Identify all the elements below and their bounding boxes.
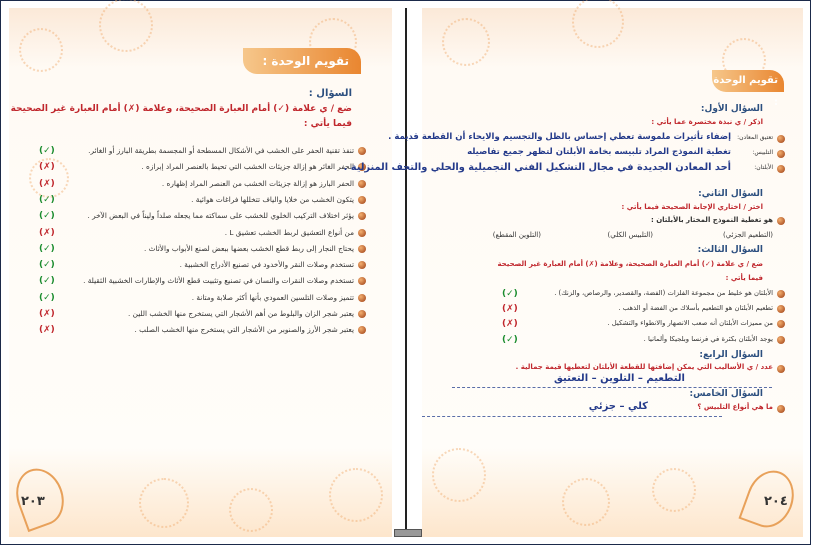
bullet-icon (777, 365, 785, 373)
q3-instruction-line-2: فيما يأتي : (725, 274, 763, 282)
term-label: تعتيق المعادن: (737, 134, 773, 141)
statement-text: الحفر البارز هو إزالة جزيئات الخشب من العنصر المراد إظهاره . (161, 178, 354, 188)
cross-mark: (✗) (39, 162, 55, 173)
statement-text: تستخدم وصلات النقر والأخدود في تصنيع الأدراج الخشبية . (179, 260, 354, 270)
q5-answer: كلي – جزئي (588, 401, 648, 412)
q2-question: هو تغطية النموذج المختار بالأبلتان : (650, 216, 773, 224)
bullet-icon (777, 165, 785, 173)
bullet-icon (358, 245, 366, 253)
statement-text: تستخدم وصلات النقرات والنسان في تصنيع وتثبيت قطع الأثاث والإطارات الخشبية الثقيلة . (83, 276, 354, 286)
statement-text: تنفذ تقنية الحفر على الخشب في الأشكال المسطحة أو المجسمة بطريقة البارز أو الغائر. (88, 146, 354, 155)
bullet-icon (358, 180, 366, 188)
cross-mark: (✗) (502, 319, 518, 330)
bullet-icon (358, 212, 366, 220)
q5-title: السؤال الخامس: (689, 389, 763, 399)
statement-text: من أنواع التعشيق لربط الخشب تعشيق L . (224, 227, 354, 237)
check-mark: (✓) (502, 334, 518, 345)
check-mark: (✓) (39, 276, 55, 287)
term-answer: تغطية النموذج المراد تلبيسه بخامة الأبلتان لتظهر جميع تفاصيله (467, 147, 731, 157)
cross-mark: (✗) (39, 309, 55, 319)
statement-text: من مميزات الأبلتان أنه صعب الانصهار والانطواء والتشكيل . (607, 319, 773, 328)
statement-text: يوجد الأبلتان بكثرة في فرنسا وبلجيكا وألمانيا . (643, 334, 773, 343)
right-page (343, 8, 803, 537)
bullet-icon (358, 326, 366, 334)
cross-mark: (✗) (39, 325, 55, 336)
q2-option: (التطعيم الجزئي) (722, 231, 773, 239)
page-number: ٢٠٣ (21, 494, 45, 509)
statement-text: تطعيم الأبلتان هو التطعيم بأسلاك من الفضة أو الذهب . (618, 304, 773, 313)
bullet-icon (358, 261, 366, 269)
q1-instruction: اذكر / ي نبذة مختصرة عما يأتي : (651, 118, 763, 126)
cross-mark: (✗) (39, 178, 55, 189)
check-mark: (✓) (39, 194, 55, 205)
check-mark: (✓) (39, 146, 55, 156)
page-number: ٢٠٤ (764, 494, 788, 509)
q4-answer: التطعيم – التلوين – التعتيق (554, 373, 685, 384)
term-label: الأبلتان: (754, 164, 773, 171)
check-mark: (✓) (39, 260, 55, 271)
gutter-scroll-handle[interactable] (394, 529, 422, 537)
question-title: السؤال : (308, 88, 352, 99)
q2-title: السؤال الثاني: (698, 189, 763, 199)
bullet-icon (777, 336, 785, 344)
term-answer: إضفاء تأثيرات ملموسة تعطي إحساس بالظل والتجسيم والايحاء أن القطعة قديمة . (388, 132, 731, 142)
q3-title: السؤال الثالث: (697, 245, 763, 255)
bullet-icon (777, 150, 785, 158)
bullet-icon (358, 196, 366, 204)
bullet-icon (358, 229, 366, 237)
bullet-icon (777, 290, 785, 298)
book-gutter (393, 8, 421, 537)
instruction-line-1: ضع / ي علامة (✓) أمام العبارة الصحيحة، وعلامة (✗) أمام العبارة غير الصحيحة (10, 104, 352, 114)
term-answer: أحد المعادن الجديدة في مجال التشكيل الفني التجميلية والحلي والتحف المنزلية . (343, 162, 731, 173)
q4-title: السؤال الرابع: (699, 350, 763, 360)
bullet-icon (358, 310, 366, 318)
q2-option: (التلوين المقطع) (492, 231, 541, 239)
q1-title: السؤال الأول: (700, 104, 763, 114)
statement-text: يعتبر شجر الزان والبلوط من أهم الأشجار التي يستخرج منها الخشب اللين . (128, 309, 354, 318)
q2-instruction: اختر / اختاري الإجابة الصحيحة فيما يأتي : (621, 203, 763, 211)
statement-text: تتميز وصلات التلسين العمودي بأنها أكثر صلابة ومتانة . (191, 292, 354, 302)
statement-text: يتكون الخشب من خلايا والياف تتخللها فراغات هوائية . (191, 194, 354, 204)
instruction-line-2: فيما يأتي : (303, 119, 352, 129)
check-mark: (✓) (39, 243, 55, 254)
q2-option: (التلبيس الكلي) (607, 231, 653, 239)
unit-evaluation-banner: تقويم الوحدة : (712, 70, 784, 92)
cross-mark: (✗) (502, 304, 518, 315)
left-page (9, 8, 392, 537)
bullet-icon (358, 277, 366, 285)
check-mark: (✓) (39, 292, 55, 303)
bullet-icon (777, 135, 785, 143)
statement-text: يؤثر اختلاف التركيب الخلوي للخشب على سماكته مما يجعله صلداً وليناً في البعض الآخر . (87, 211, 354, 221)
bullet-icon (777, 305, 785, 313)
q4-question: عدد / ي الأساليب التي يمكن إضافتها للقطعة الأبلتان لتعطيها قيمة جمالية . (515, 363, 773, 371)
q5-question: ما هي أنواع التلبيس ؟ (697, 403, 773, 411)
answer-line (422, 416, 722, 417)
bullet-icon (358, 147, 366, 155)
q3-instruction-line-1: ضع / ي علامة (✓) أمام العبارة الصحيحة، وعلامة (✗) أمام العبارة غير الصحيحة (497, 260, 763, 268)
check-mark: (✓) (39, 211, 55, 222)
cross-mark: (✗) (39, 227, 55, 238)
bullet-icon (777, 217, 785, 225)
check-mark: (✓) (502, 289, 518, 299)
statement-text: يعتبر شجر الأرز والصنوبر من الأشجار التي يستخرج منها الخشب الصلب . (134, 325, 354, 335)
bullet-icon (777, 405, 785, 413)
answer-line (452, 387, 772, 388)
bullet-icon (777, 320, 785, 328)
term-label: التلبيس: (752, 149, 773, 156)
statement-text: يحتاج النجار إلى ربط قطع الخشب بعضها ببعض لصنع الأبواب والأثاث . (144, 243, 354, 253)
statement-text: الحفر الغائر هو إزالة جزيئات الخشب التي تحيط بالعنصر المراد إبرازه . (141, 162, 354, 172)
bullet-icon (358, 294, 366, 302)
statement-text: الأبلتان هو خليط من مجموعة الفلزات (الفضة، والقصدير، والرصاص، والزنك) . (554, 289, 773, 297)
unit-evaluation-banner: تقويم الوحدة : (243, 48, 361, 74)
gutter-line (405, 8, 407, 537)
